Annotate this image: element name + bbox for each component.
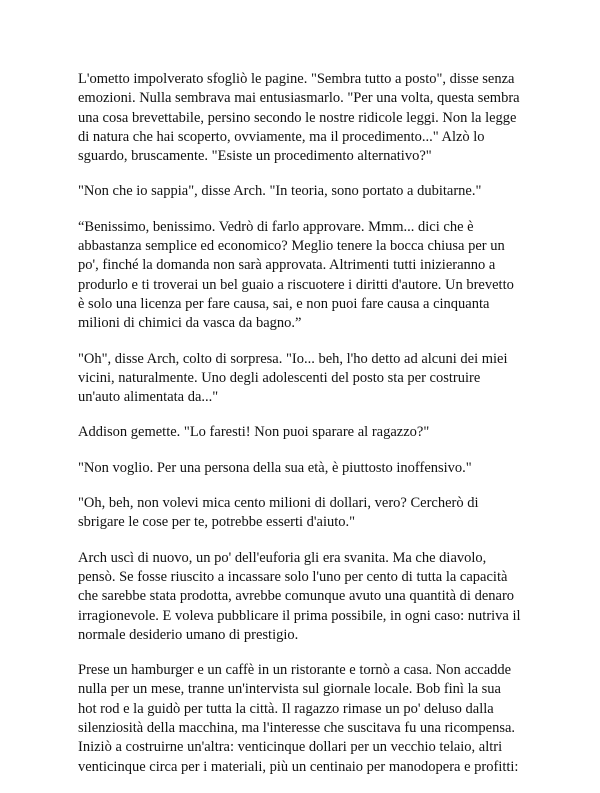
body-text [78,70,522,793]
paragraph: L'ometto impolverato sfogliò le pagine. "Sembra tutto a posto", disse senza emozioni. Nulla sembrava mai entusiasmarlo. "Per una volta, questa sembra una cosa brevettabile, persino secondo le nostre ridicole leggi. Non la legge di natura che hai scoperto, ovviamente, ma il procedimento..." Alzò lo sguardo, bruscamente. "Esiste un procedimento alternativo?" [78,71,520,165]
paragraph: "Oh", disse Arch, colto di sorpresa. "Io... beh, l'ho detto ad alcuni dei miei vicini, naturalmente. Uno degli adolescenti del posto sta per costruire un'auto alimentata da..." [78,350,508,406]
paragraph: “Benissimo, benissimo. Vedrò di farlo approvare. Mmm... dici che è abbastanza semplice ed economico? Meglio tenere la bocca chiusa per un po', finché la domanda non sarà approvata. Altrimenti tutti inizieranno a produrlo e ti troverai un bel guaio a riscuotere i diritti d'autore. Un brevetto è solo una licenza per fare causa, sai, e non puoi fare causa a cinquanta milioni di chimici da vasca da bagno.” [78,218,514,332]
paragraph: Addison gemette. "Lo faresti! Non puoi sparare al ragazzo?" [78,424,430,441]
paragraph: "Oh, beh, non volevi mica cento milioni di dollari, vero? Cercherò di sbrigare le cose per te, potrebbe esserti d'aiuto." [78,495,479,531]
paragraph: "Non voglio. Per una persona della sua età, è piuttosto inoffensivo." [78,459,472,476]
paragraph: "Non che io sappia", disse Arch. "In teoria, sono portato a dubitarne." [78,183,482,200]
paragraph: Arch uscì di nuovo, un po' dell'euforia gli era svanita. Ma che diavolo, pensò. Se fosse riuscito a incassare solo l'uno per cento di tutta la capacità che sarebbe stata prodotta, avrebbe comunque avuto una quantità di denaro irragionevole. E voleva pubblicare il prima possibile, in ogni caso: nutriva il normale desiderio umano di prestigio. [78,549,521,643]
paragraph: Prese un hamburger e un caffè in un ristorante e tornò a casa. Non accadde nulla per un mese, tranne un'intervista sul giornale locale. Bob finì la sua hot rod e la guidò per tutta la città. Il ragazzo rimase un po' deluso dalla silenziosità della macchina, ma l'interesse che suscitava fu una ricompensa. Iniziò a costruirne un'altra: venticinque dollari per un vecchio telaio, altri venticinque circa per i materiali, più un centinaio per manodopera e profitti: [78,662,519,775]
